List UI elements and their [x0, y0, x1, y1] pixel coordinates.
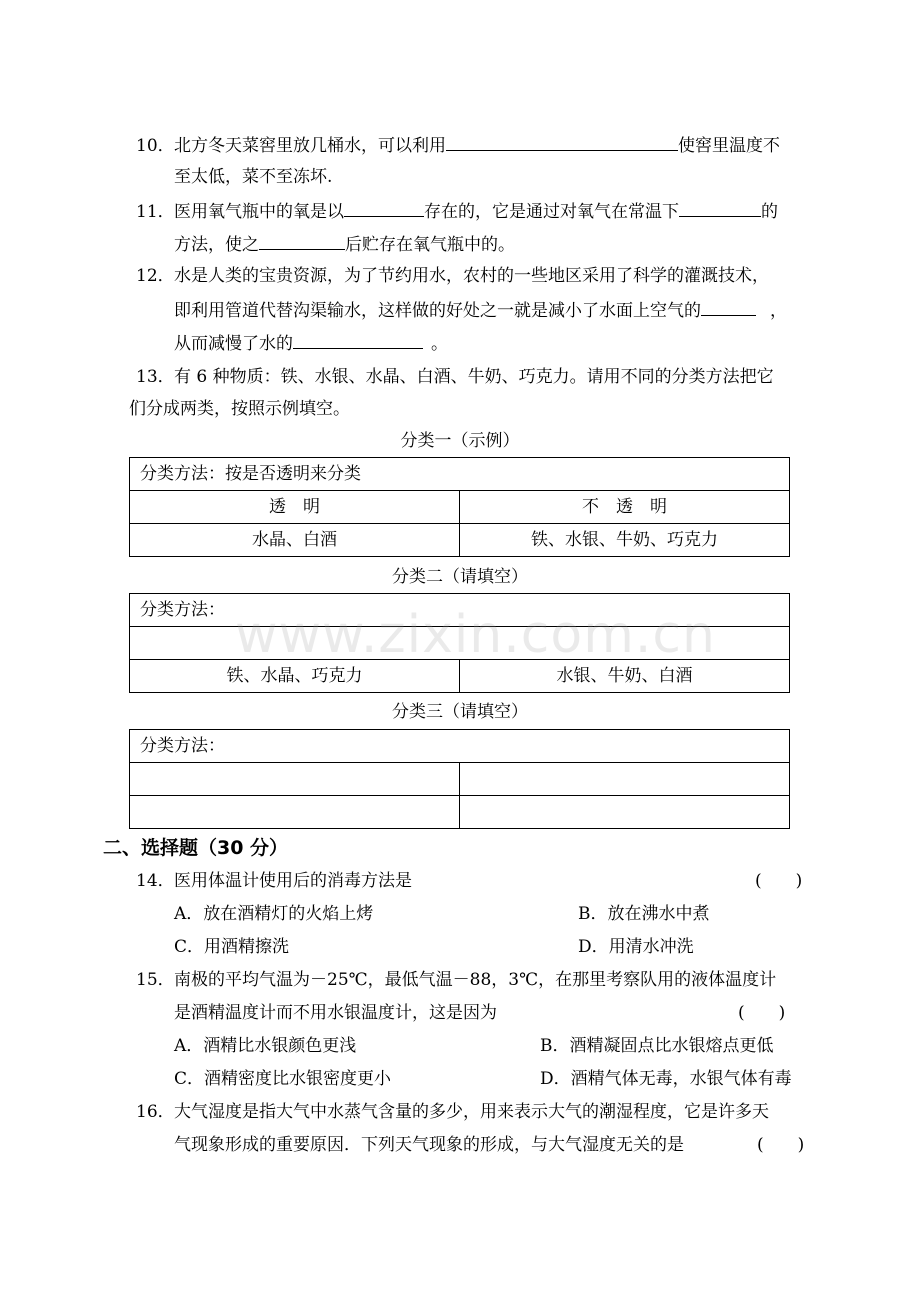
table-cell: 水晶、白酒 — [130, 524, 460, 557]
option-b[interactable]: B．放在沸水中煮 — [578, 904, 710, 924]
table-cell: 铁、水银、牛奶、巧克力 — [460, 524, 790, 557]
question-16-line-2: 气现象形成的重要原因．下列天气现象的形成，与大气湿度无关的是 — [174, 1135, 684, 1155]
answer-parentheses[interactable]: ( ) — [757, 1135, 805, 1155]
answer-blank[interactable] — [701, 298, 756, 316]
question-12-line-1 — [136, 265, 769, 287]
question-12-line-3 — [174, 331, 448, 355]
answer-parentheses[interactable]: ( ) — [738, 1003, 786, 1023]
option-a[interactable]: A．酒精比水银颜色更浅 — [174, 1036, 357, 1056]
answer-blank[interactable] — [344, 199, 424, 217]
answer-blank[interactable] — [679, 199, 761, 217]
question-10-line-1 — [136, 133, 780, 157]
question-text: 从而减慢了水的 — [174, 334, 293, 354]
blank-answer-cell[interactable] — [130, 796, 460, 829]
question-number: 12． — [136, 266, 175, 286]
table-cell: 水银、牛奶、白酒 — [460, 660, 790, 693]
section-title: 二、选择题（30 分） — [103, 837, 289, 859]
classification-method[interactable]: 分类方法： — [130, 730, 790, 763]
answer-blank[interactable] — [446, 133, 678, 151]
question-text: 使窖里温度不 — [678, 136, 780, 156]
question-text: 存在的，它是通过对氧气在常温下 — [424, 202, 679, 222]
table-3-caption: 分类三（请填空） — [392, 702, 528, 722]
table-1-caption: 分类一（示例） — [400, 431, 520, 451]
option-b[interactable]: B．酒精凝固点比水银熔点更低 — [540, 1036, 774, 1056]
answer-blank[interactable] — [293, 331, 423, 349]
blank-answer-cell[interactable] — [130, 763, 460, 796]
question-text: 方法，使之 — [174, 235, 259, 255]
question-number: 15． — [136, 970, 175, 990]
question-14-stem — [136, 870, 412, 892]
question-number: 13． — [136, 367, 175, 387]
option-d[interactable]: D．用清水冲洗 — [578, 937, 694, 957]
question-text: ， — [770, 301, 787, 321]
answer-blank[interactable] — [259, 232, 345, 250]
question-number: 10． — [136, 136, 175, 156]
option-d[interactable]: D．酒精气体无毒，水银气体有毒 — [540, 1069, 792, 1089]
question-15-line-1 — [136, 969, 776, 991]
column-header-opaque: 不 透 明 — [460, 491, 790, 524]
question-10-line-2: 至太低，菜不至冻坏. — [174, 167, 333, 187]
table-cell: 铁、水晶、巧克力 — [130, 660, 460, 693]
question-number: 14． — [136, 871, 175, 891]
question-text: 大气湿度是指大气中水蒸气含量的多少，用来表示大气的潮湿程度，它是许多天 — [174, 1102, 769, 1122]
question-12-line-2 — [174, 298, 787, 322]
question-text: 医用体温计使用后的消毒方法是 — [174, 871, 412, 891]
question-15-line-2: 是酒精温度计而不用水银温度计，这是因为 — [174, 1003, 497, 1023]
watermark: www.zixin.com.cn — [235, 605, 716, 665]
question-13-line-2: 们分成两类，按照示例填空。 — [129, 399, 350, 419]
classification-method[interactable]: 分类方法： — [130, 594, 790, 627]
classification-method: 分类方法：按是否透明来分类 — [130, 458, 790, 491]
blank-answer-cell[interactable] — [460, 796, 790, 829]
question-text: 即利用管道代替沟渠输水，这样做的好处之一就是减小了水面上空气的 — [174, 301, 701, 321]
question-text: 医用氧气瓶中的氧是以 — [174, 202, 344, 222]
question-11-line-2 — [174, 232, 515, 256]
question-number: 16． — [136, 1102, 175, 1122]
answer-parentheses[interactable]: ( ) — [755, 871, 803, 891]
question-13-line-1 — [136, 366, 774, 388]
question-text: 水是人类的宝贵资源，为了节约用水，农村的一些地区采用了科学的灌溉技术， — [174, 266, 769, 286]
table-2-caption: 分类二（请填空） — [392, 567, 528, 587]
question-text: 后贮存在氧气瓶中的。 — [345, 235, 515, 255]
blank-answer-cell[interactable] — [460, 763, 790, 796]
option-c[interactable]: C．用酒精擦洗 — [174, 937, 290, 957]
column-header-transparent: 透 明 — [130, 491, 460, 524]
question-text: 有 6 种物质：铁、水银、水晶、白酒、牛奶、巧克力。请用不同的分类方法把它 — [174, 367, 774, 387]
question-16-line-1 — [136, 1101, 769, 1123]
question-number: 11． — [136, 202, 175, 222]
question-text: 南极的平均气温为－25℃，最低气温－88，3℃，在那里考察队用的液体温度计 — [174, 970, 777, 990]
classification-table-1 — [129, 457, 790, 557]
option-a[interactable]: A．放在酒精灯的火焰上烤 — [174, 904, 374, 924]
option-c[interactable]: C．酒精密度比水银密度更小 — [174, 1069, 392, 1089]
question-text: 。 — [431, 334, 448, 354]
classification-table-3 — [129, 729, 790, 829]
question-text: 的 — [761, 202, 778, 222]
question-text: 北方冬天菜窖里放几桶水，可以利用 — [174, 136, 446, 156]
question-11-line-1 — [136, 199, 778, 223]
